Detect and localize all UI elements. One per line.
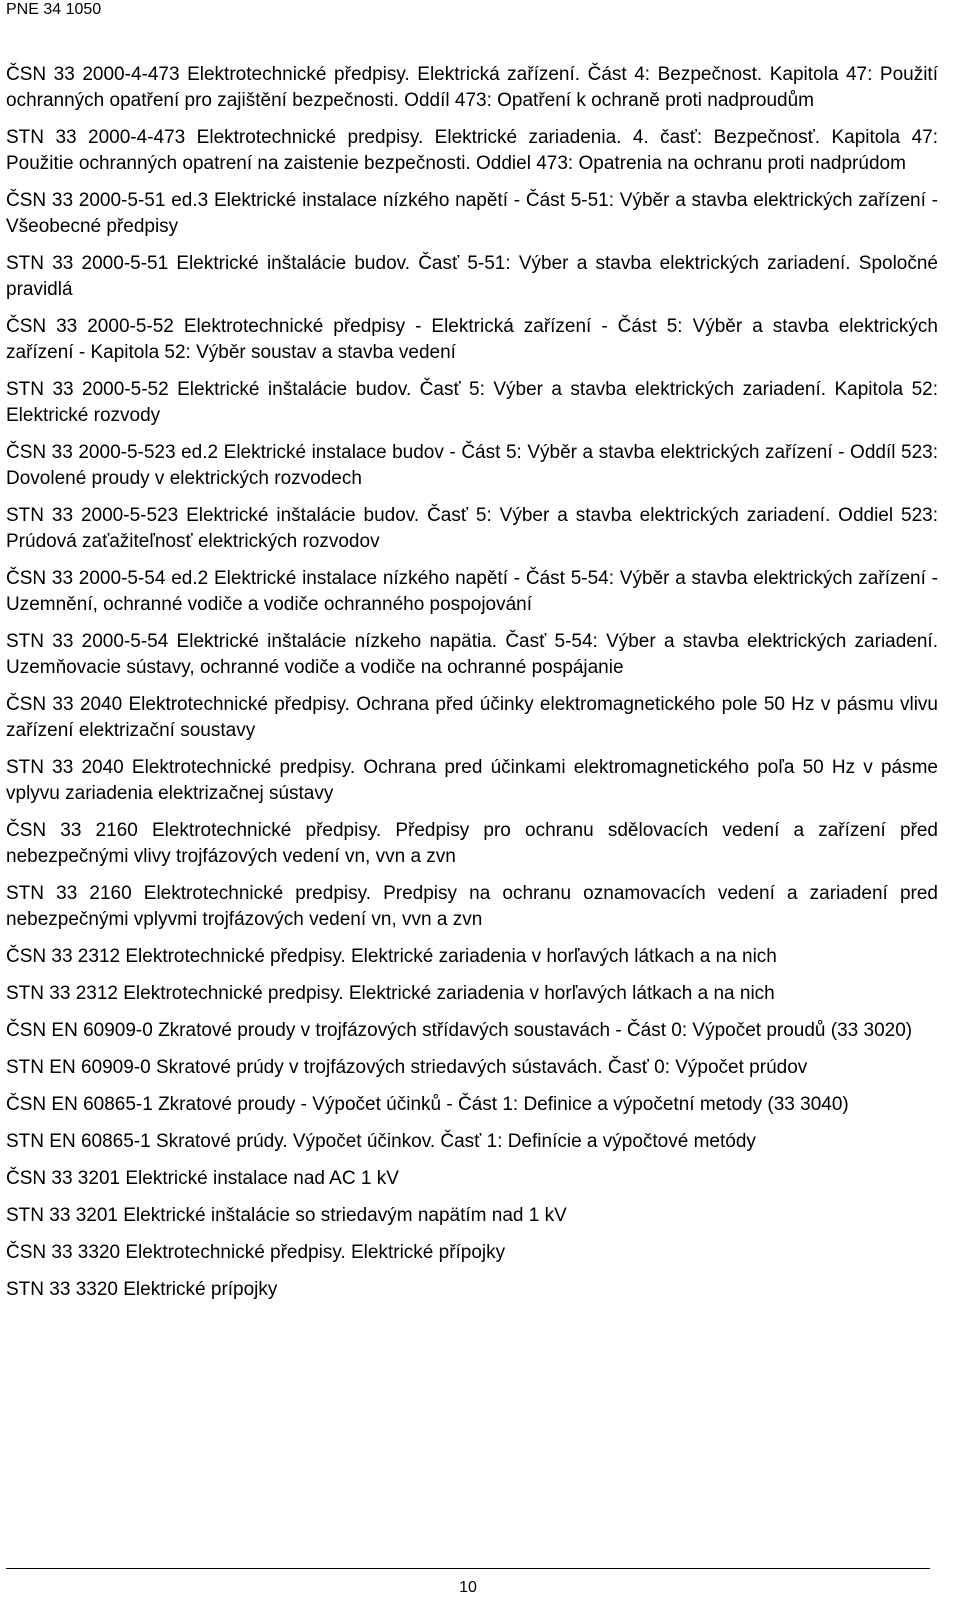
standard-entry: STN 33 2000-4-473 Elektrotechnické predpisy. Elektrické zariadenia. 4. časť: Bezpečnosť. Kapitola 47: Použitie ochranných opatrení na zaistenie bezpečnosti. Oddiel 473: Opatrenia na ochranu proti nadprúdom: [6, 127, 938, 174]
page-number: 10: [459, 1579, 477, 1596]
standard-entry: STN 33 3320 Elektrické prípojky: [6, 1279, 278, 1300]
standard-entry: STN EN 60865-1 Skratové prúdy. Výpočet účinkov. Časť 1: Definície a výpočtové metódy: [6, 1131, 756, 1152]
standard-entry: STN 33 2160 Elektrotechnické predpisy. Predpisy na ochranu oznamovacích vedení a zariadení pred nebezpečnými vplyvmi trojfázových vedení vn, vvn a zvn: [6, 883, 938, 930]
standard-entry: ČSN 33 2000-4-473 Elektrotechnické předpisy. Elektrická zařízení. Část 4: Bezpečnost. Kapitola 47: Použití ochranných opatření pro zajištění bezpečnosti. Oddíl 473: Opatření k ochraně proti nadproudům: [6, 64, 938, 111]
standard-entry: STN 33 2040 Elektrotechnické predpisy. Ochrana pred účinkami elektromagnetického poľa 50 Hz v pásme vplyvu zariadenia elektrizačnej sústavy: [6, 757, 938, 804]
standard-entry: ČSN 33 2160 Elektrotechnické předpisy. Předpisy pro ochranu sdělovacích vedení a zařízení před nebezpečnými vlivy trojfázových vedení vn, vvn a zvn: [6, 820, 938, 867]
standard-entry: ČSN 33 2000-5-51 ed.3 Elektrické instalace nízkého napětí - Část 5-51: Výběr a stavba elektrických zařízení - Všeobecné předpisy: [6, 190, 938, 237]
standard-entry: STN 33 2000-5-523 Elektrické inštalácie budov. Časť 5: Výber a stavba elektrických zariadení. Oddiel 523: Prúdová zaťažiteľnosť elektrických rozvodov: [6, 505, 938, 552]
standard-entry: ČSN 33 2040 Elektrotechnické předpisy. Ochrana před účinky elektromagnetického pole 50 Hz v pásmu vlivu zařízení elektrizační soustavy: [6, 694, 938, 741]
standard-entry: ČSN 33 2312 Elektrotechnické předpisy. Elektrické zariadenia v horľavých látkach a na nich: [6, 946, 777, 967]
standards-list: [6, 62, 938, 1314]
footer-divider: [6, 1568, 930, 1569]
standard-entry: STN 33 2000-5-51 Elektrické inštalácie budov. Časť 5-51: Výber a stavba elektrických zariadení. Spoločné pravidlá: [6, 253, 938, 300]
standard-entry: ČSN 33 2000-5-54 ed.2 Elektrické instalace nízkého napětí - Část 5-54: Výběr a stavba elektrických zařízení - Uzemnění, ochranné vodiče a vodiče ochranného pospojování: [6, 568, 938, 615]
standard-entry: STN EN 60909-0 Skratové prúdy v trojfázových striedavých sústavách. Časť 0: Výpočet prúdov: [6, 1057, 808, 1078]
standard-entry: ČSN EN 60909-0 Zkratové proudy v trojfázových střídavých soustavách - Část 0: Výpočet proudů (33 3020): [6, 1020, 913, 1041]
standard-entry: STN 33 2000-5-52 Elektrické inštalácie budov. Časť 5: Výber a stavba elektrických zariadení. Kapitola 52: Elektrické rozvody: [6, 379, 938, 426]
document-id: PNE 34 1050: [6, 1, 102, 18]
standard-entry: ČSN EN 60865-1 Zkratové proudy - Výpočet účinků - Část 1: Definice a výpočetní metody (33 3040): [6, 1094, 849, 1115]
standard-entry: ČSN 33 2000-5-523 ed.2 Elektrické instalace budov - Část 5: Výběr a stavba elektrických zařízení - Oddíl 523: Dovolené proudy v elektrických rozvodech: [6, 442, 938, 489]
standard-entry: ČSN 33 2000-5-52 Elektrotechnické předpisy - Elektrická zařízení - Část 5: Výběr a stavba elektrických zařízení - Kapitola 52: Výběr soustav a stavba vedení: [6, 316, 938, 363]
standard-entry: STN 33 3201 Elektrické inštalácie so striedavým napätím nad 1 kV: [6, 1205, 567, 1226]
standard-entry: ČSN 33 3201 Elektrické instalace nad AC 1 kV: [6, 1168, 399, 1189]
standard-entry: STN 33 2000-5-54 Elektrické inštalácie nízkeho napätia. Časť 5-54: Výber a stavba elektrických zariadení. Uzemňovacie sústavy, ochranné vodiče a vodiče na ochranné pospájanie: [6, 631, 938, 678]
standard-entry: ČSN 33 3320 Elektrotechnické předpisy. Elektrické přípojky: [6, 1242, 506, 1263]
standard-entry: STN 33 2312 Elektrotechnické predpisy. Elektrické zariadenia v horľavých látkach a na nich: [6, 983, 775, 1004]
